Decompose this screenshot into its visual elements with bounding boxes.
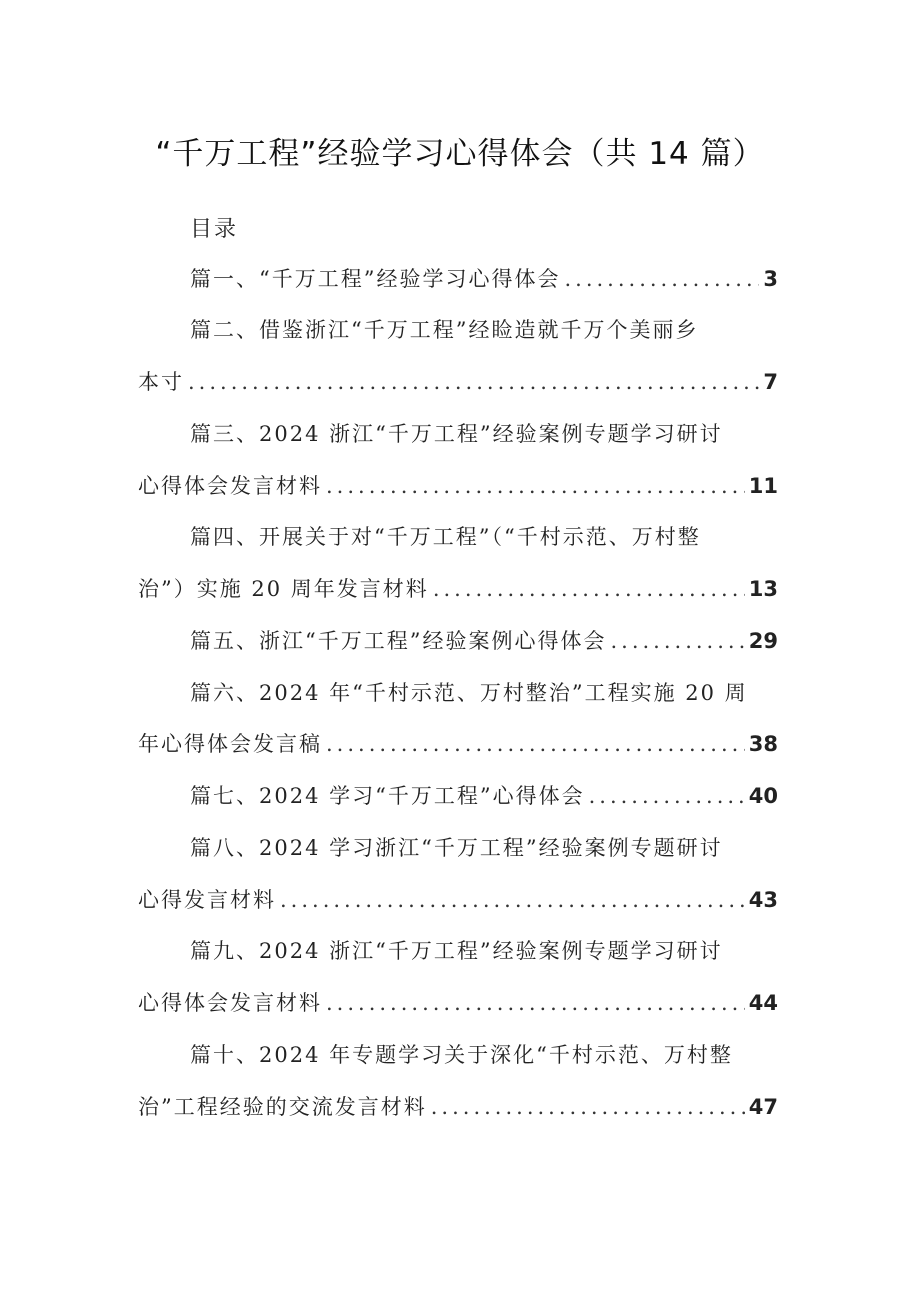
toc-entry-8-cont[interactable] bbox=[138, 883, 778, 917]
document-title: “千万工程”经验学习心得体会（共 14 篇） bbox=[155, 136, 765, 172]
toc-page-number: 44 bbox=[748, 991, 778, 1015]
dot-leader bbox=[564, 262, 759, 296]
toc-entry-6[interactable] bbox=[190, 676, 778, 710]
toc-page-number: 7 bbox=[763, 370, 778, 394]
toc-heading: 目录 bbox=[190, 217, 239, 242]
toc-entry-text: 篇七、2024 学习“千万工程”心得体会 bbox=[190, 784, 585, 808]
toc-page-number: 40 bbox=[748, 784, 778, 808]
toc-entry-6-cont[interactable] bbox=[138, 727, 778, 761]
toc-entry-8[interactable] bbox=[190, 831, 778, 865]
toc-entry-4-cont[interactable] bbox=[138, 572, 778, 606]
toc-entry-text: 心得体会发言材料 bbox=[138, 991, 322, 1015]
toc-page-number: 47 bbox=[748, 1095, 778, 1119]
toc-entry-text: 篇二、借鉴浙江“千万工程”经睑造就千万个美丽乡 bbox=[190, 318, 699, 342]
toc-entry-3-cont[interactable] bbox=[138, 469, 778, 503]
toc-entry-text: 心得发言材料 bbox=[138, 888, 276, 912]
toc-entry-2-cont[interactable] bbox=[138, 365, 778, 399]
toc-page-number: 13 bbox=[748, 577, 778, 601]
toc-entry-text: 本寸 bbox=[138, 370, 184, 394]
dot-leader bbox=[589, 779, 745, 813]
toc-entry-text: 篇六、2024 年“千村示范、万村整治”工程实施 20 周 bbox=[190, 681, 748, 705]
toc-entry-5[interactable] bbox=[190, 624, 778, 658]
toc-entry-text: 心得体会发言材料 bbox=[138, 474, 322, 498]
toc-entry-text: 篇九、2024 浙江“千万工程”经验案例专题学习研讨 bbox=[190, 939, 723, 963]
toc-entry-4[interactable] bbox=[190, 520, 778, 554]
dot-leader bbox=[433, 572, 745, 606]
toc-entry-3[interactable] bbox=[190, 417, 778, 451]
toc-entry-text: 年心得体会发言稿 bbox=[138, 732, 322, 756]
toc-page-number: 11 bbox=[748, 474, 778, 498]
toc-entry-text: 治”）实施 20 周年发言材料 bbox=[138, 577, 429, 601]
toc-page-number: 3 bbox=[763, 267, 778, 291]
dot-leader bbox=[326, 469, 745, 503]
toc-entry-1[interactable] bbox=[190, 262, 778, 296]
dot-leader bbox=[610, 624, 744, 658]
toc-entry-text: 篇一、“千万工程”经验学习心得体会 bbox=[190, 267, 561, 291]
dot-leader bbox=[431, 1090, 745, 1124]
toc-page-number: 38 bbox=[748, 732, 778, 756]
dot-leader bbox=[280, 883, 745, 917]
dot-leader bbox=[326, 727, 745, 761]
toc-entry-text: 治”工程经验的交流发言材料 bbox=[138, 1095, 427, 1119]
toc-page-number: 29 bbox=[748, 629, 778, 653]
toc-page-number: 43 bbox=[748, 888, 778, 912]
toc-entry-text: 篇四、开展关于对“千万工程”（“千村示范、万村整 bbox=[190, 525, 701, 549]
toc-entry-9-cont[interactable] bbox=[138, 986, 778, 1020]
toc-entry-10[interactable] bbox=[190, 1038, 778, 1072]
toc-entry-10-cont[interactable] bbox=[138, 1090, 778, 1124]
toc-entry-text: 篇五、浙江“千万工程”经验案例心得体会 bbox=[190, 629, 607, 653]
toc-entry-2[interactable] bbox=[190, 313, 778, 347]
dot-leader bbox=[188, 365, 759, 399]
toc-entry-text: 篇十、2024 年专题学习关于深化“千村示范、万村整 bbox=[190, 1043, 733, 1067]
toc-entry-text: 篇八、2024 学习浙江“千万工程”经验案例专题研讨 bbox=[190, 836, 723, 860]
dot-leader bbox=[326, 986, 745, 1020]
toc-entry-7[interactable] bbox=[190, 779, 778, 813]
toc-entry-9[interactable] bbox=[190, 934, 778, 968]
toc-entry-text: 篇三、2024 浙江“千万工程”经验案例专题学习研讨 bbox=[190, 422, 723, 446]
